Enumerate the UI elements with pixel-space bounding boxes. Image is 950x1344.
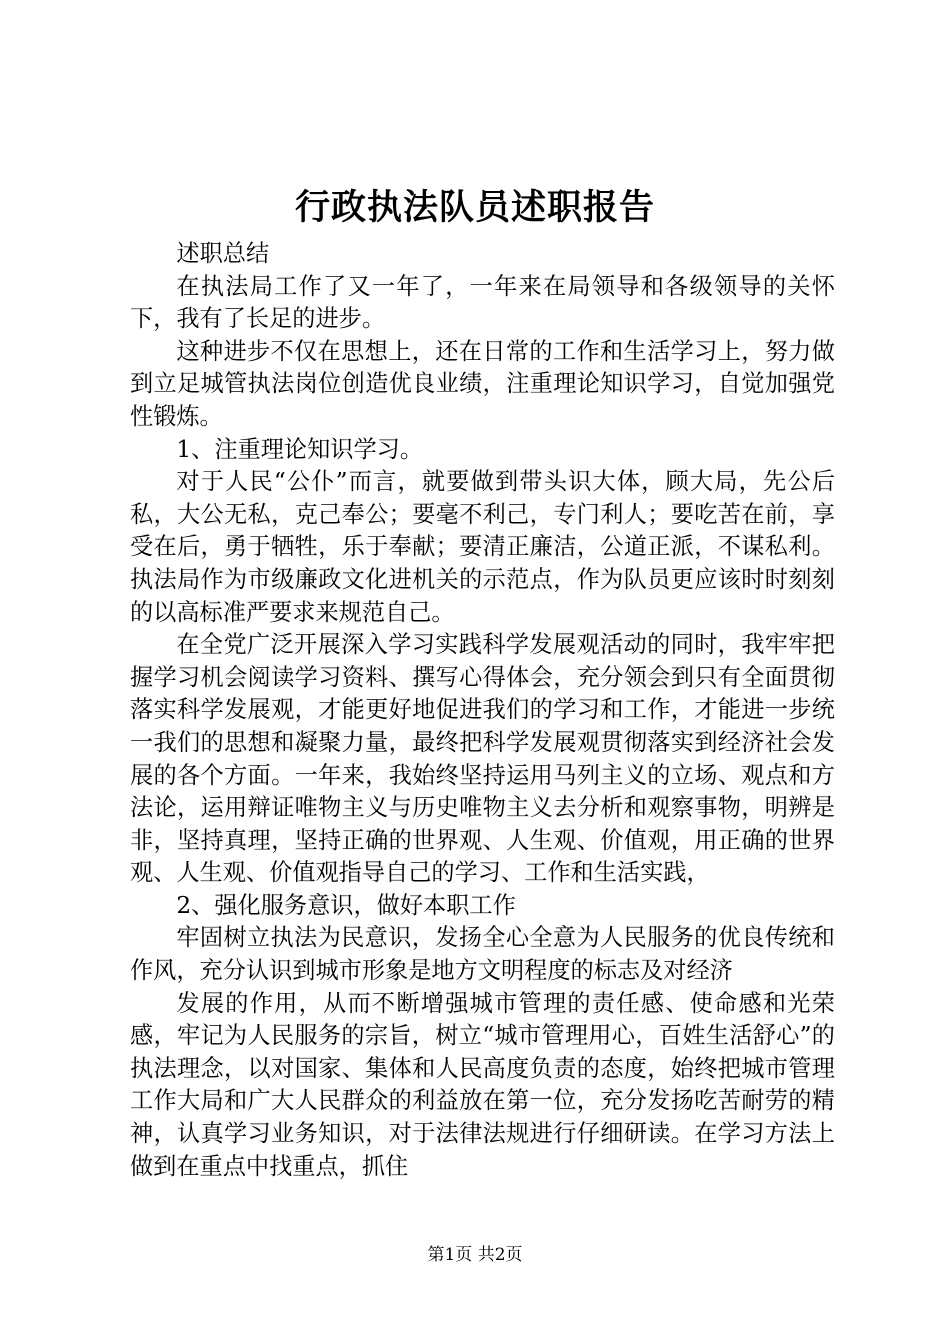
paragraph: 对于人民“公仆”而言，就要做到带头识大体，顾大局，先公后私，大公无私，克己奉公；要毫不利己，专门利人；要吃苦在前，享受在后，勇于牺牲，乐于奉献；要清正廉洁，公道正派，不谋私利。执法局作为市级廉政文化进机关的示范点，作为队员更应该时时刻刻的以高标准严要求来规范自己。 bbox=[130, 468, 835, 626]
document-title: 行政执法队员述职报告 bbox=[294, 187, 655, 228]
section-heading-2: 2、强化服务意识，做好本职工作 bbox=[176, 891, 516, 919]
paragraph: 发展的作用，从而不断增强城市管理的责任感、使命感和光荣感，牢记为人民服务的宗旨，树立“城市管理用心，百姓生活舒心”的执法理念，以对国家、集体和人民高度负责的态度，始终把城市管理工作大局和广大人民群众的利益放在第一位，充分发扬吃苦耐劳的精神，认真学习业务知识，对于法律法规进行仔细研读。在学习方法上做到在重点中找重点，抓住 bbox=[130, 989, 835, 1180]
paragraph: 牢固树立执法为民意识，发扬全心全意为人民服务的优良传统和作风，充分认识到城市形象是地方文明程度的标志及对经济 bbox=[130, 924, 835, 985]
paragraph: 在全党广泛开展深入学习实践科学发展观活动的同时，我牢牢把握学习机会阅读学习资料、撰写心得体会，充分领会到只有全面贯彻落实科学发展观，才能更好地促进我们的学习和工作，才能进一步统一我们的思想和凝聚力量，最终把科学发展观贯彻落实到经济社会发展的各个方面。一年来，我始终坚持运用马列主义的立场、观点和方法论，运用辩证唯物主义与历史唯物主义去分析和观察事物，明辨是非，坚持真理，坚持正确的世界观、人生观、价值观，用正确的世界观、人生观、价值观指导自己的学习、工作和生活实践， bbox=[130, 631, 835, 887]
section-heading-1: 1、注重理论知识学习。 bbox=[176, 435, 424, 463]
paragraph-heading-summary: 述职总结 bbox=[176, 240, 270, 267]
document-body bbox=[130, 238, 835, 1183]
paragraph: 这种进步不仅在思想上，还在日常的工作和生活学习上，努力做到立足城管执法岗位创造优良业绩，注重理论知识学习，自觉加强党性锻炼。 bbox=[130, 337, 835, 430]
page-number-footer: 第1页 共2页 bbox=[427, 1245, 523, 1265]
paragraph: 在执法局工作了又一年了，一年来在局领导和各级领导的关怀下，我有了长足的进步。 bbox=[130, 272, 835, 333]
